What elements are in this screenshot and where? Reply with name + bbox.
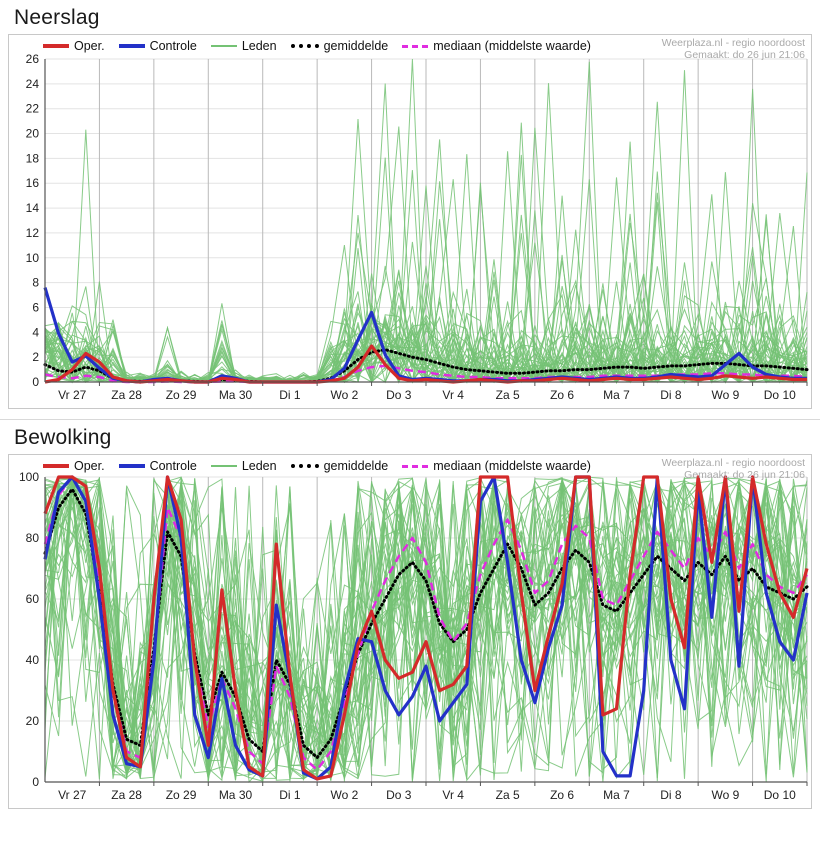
svg-text:100: 100	[18, 470, 39, 484]
legend-item-controle	[119, 39, 197, 53]
legend-label-leden: Leden	[241, 459, 277, 473]
credit-source: Weerplaza.nl - regio noordoost	[661, 37, 805, 49]
svg-text:40: 40	[25, 653, 39, 667]
svg-text:24: 24	[25, 76, 39, 91]
legend-swatch-gemiddelde-icon	[291, 464, 319, 468]
svg-text:20: 20	[25, 126, 39, 141]
svg-text:2: 2	[32, 350, 39, 365]
svg-text:0: 0	[32, 375, 39, 389]
svg-text:Zo 6: Zo 6	[550, 788, 575, 802]
legend-swatch-controle-icon	[119, 464, 145, 468]
legend-swatch-mediaan-icon	[402, 45, 428, 48]
legend-swatch-mediaan-icon	[402, 465, 428, 468]
legend-item-mediaan	[402, 39, 591, 53]
svg-text:Ma 30: Ma 30	[218, 788, 253, 802]
svg-text:6: 6	[32, 300, 39, 315]
legend-swatch-oper-icon	[43, 44, 69, 48]
legend-swatch-leden-icon	[211, 465, 237, 467]
legend-cloudcover	[43, 459, 591, 473]
svg-text:12: 12	[25, 225, 39, 240]
legend-label-controle: Controle	[149, 39, 197, 53]
credit-timestamp: Gemaakt: do 26 jun 21:06	[684, 49, 805, 61]
svg-text:22: 22	[25, 101, 39, 116]
svg-text:14: 14	[25, 201, 39, 216]
svg-text:Zo 6: Zo 6	[550, 388, 575, 402]
legend-swatch-oper-icon	[43, 464, 69, 468]
legend-item-mediaan	[402, 459, 591, 473]
legend-precipitation	[43, 39, 591, 53]
svg-text:Vr 27: Vr 27	[58, 788, 87, 802]
svg-text:18: 18	[25, 151, 39, 166]
svg-text:Do 3: Do 3	[386, 388, 412, 402]
svg-text:Di 1: Di 1	[279, 388, 301, 402]
svg-text:Za 5: Za 5	[495, 388, 520, 402]
legend-item-controle	[119, 459, 197, 473]
legend-swatch-controle-icon	[119, 44, 145, 48]
legend-label-oper: Oper.	[74, 459, 105, 473]
precipitation-chart	[8, 34, 812, 409]
credit-cloudcover	[662, 457, 805, 481]
svg-text:Wo 2: Wo 2	[330, 388, 359, 402]
credit-precipitation	[662, 37, 805, 61]
svg-text:Vr 27: Vr 27	[58, 388, 87, 402]
svg-text:Di 8: Di 8	[660, 788, 682, 802]
svg-text:Wo 9: Wo 9	[711, 788, 740, 802]
svg-text:20: 20	[25, 714, 39, 728]
page-title-cloudcover: Bewolking	[14, 426, 112, 449]
legend-label-gemiddelde: gemiddelde	[323, 459, 389, 473]
cloudcover-plot-area	[9, 455, 811, 808]
svg-text:80: 80	[25, 531, 39, 545]
svg-text:Zo 29: Zo 29	[165, 388, 197, 402]
legend-label-mediaan: mediaan (middelste waarde)	[433, 459, 591, 473]
legend-label-leden: Leden	[241, 39, 277, 53]
legend-label-controle: Controle	[149, 459, 197, 473]
svg-text:Do 3: Do 3	[386, 788, 412, 802]
legend-item-leden	[211, 459, 277, 473]
svg-text:Vr 4: Vr 4	[442, 388, 464, 402]
legend-label-oper: Oper.	[74, 39, 105, 53]
svg-text:Vr 4: Vr 4	[442, 788, 464, 802]
cloudcover-svg	[9, 455, 813, 808]
legend-item-gemiddelde	[291, 459, 389, 473]
legend-item-gemiddelde	[291, 39, 389, 53]
legend-item-oper	[43, 39, 105, 53]
svg-text:Za 28: Za 28	[111, 388, 142, 402]
legend-swatch-gemiddelde-icon	[291, 44, 319, 48]
svg-text:Do 10: Do 10	[763, 388, 796, 402]
legend-label-gemiddelde: gemiddelde	[323, 39, 389, 53]
page-title-precipitation: Neerslag	[14, 6, 100, 29]
svg-text:Wo 9: Wo 9	[711, 388, 740, 402]
svg-text:Wo 2: Wo 2	[330, 788, 359, 802]
legend-label-mediaan: mediaan (middelste waarde)	[433, 39, 591, 53]
svg-text:Za 28: Za 28	[111, 788, 142, 802]
svg-text:10: 10	[25, 250, 39, 265]
precipitation-plot-area	[9, 35, 811, 408]
svg-text:Zo 29: Zo 29	[165, 788, 197, 802]
svg-text:26: 26	[25, 52, 39, 66]
svg-text:Di 1: Di 1	[279, 788, 301, 802]
legend-swatch-leden-icon	[211, 45, 237, 47]
legend-item-leden	[211, 39, 277, 53]
svg-text:Do 10: Do 10	[763, 788, 796, 802]
svg-text:16: 16	[25, 176, 39, 191]
svg-text:4: 4	[32, 325, 39, 340]
svg-text:60: 60	[25, 592, 39, 606]
svg-text:Ma 30: Ma 30	[218, 388, 253, 402]
svg-text:Ma 7: Ma 7	[603, 388, 630, 402]
cloudcover-chart	[8, 454, 812, 809]
svg-text:8: 8	[32, 275, 39, 290]
svg-text:Ma 7: Ma 7	[603, 788, 630, 802]
credit-timestamp: Gemaakt: do 26 jun 21:06	[684, 469, 805, 481]
svg-text:Di 8: Di 8	[660, 388, 682, 402]
credit-source: Weerplaza.nl - regio noordoost	[661, 457, 805, 469]
svg-text:0: 0	[32, 775, 39, 789]
cloudcover-panel	[0, 420, 820, 809]
precipitation-panel	[0, 0, 820, 409]
precipitation-svg	[9, 35, 813, 408]
svg-text:Za 5: Za 5	[495, 788, 520, 802]
legend-item-oper	[43, 459, 105, 473]
